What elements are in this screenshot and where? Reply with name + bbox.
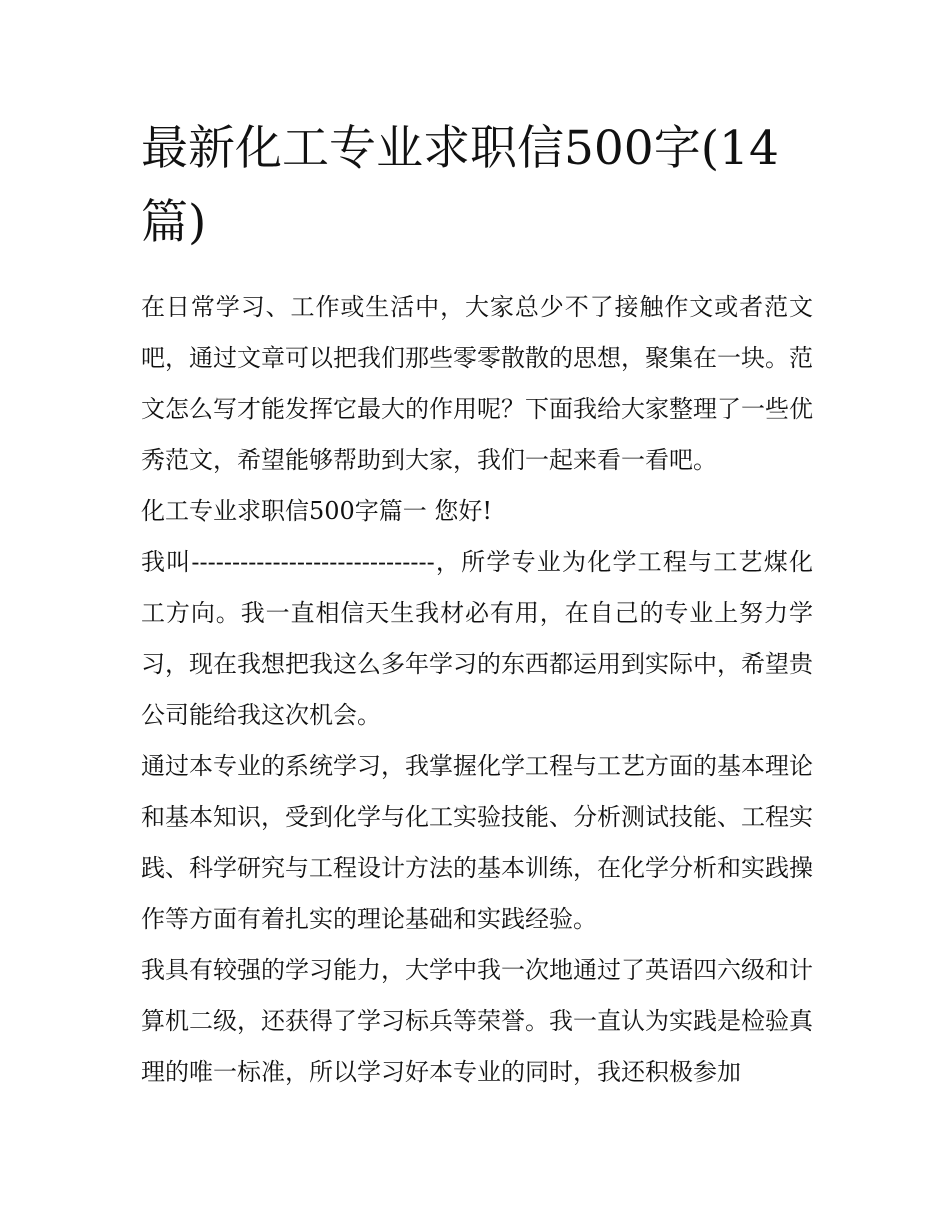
- body-paragraph: 我叫------------------------------，所学专业为化学工程与工艺煤化工方向。我一直相信天生我材必有用，在自己的专业上努力学习，现在我想把我这么多年学习的东西都运用到实际中，希望贵公司能给我这次机会。: [141, 548, 813, 729]
- document-title: 最新化工专业求职信500字(14篇): [141, 121, 779, 250]
- section-heading-paragraph: 化工专业求职信500字篇一 您好!: [141, 497, 493, 525]
- document-body: [141, 282, 813, 1098]
- body-paragraph: 通过本专业的系统学习，我掌握化学工程与工艺方面的基本理论和基本知识，受到化学与化工实验技能、分析测试技能、工程实践、科学研究与工程设计方法的基本训练，在化学分析和实践操作等方面有着扎实的理论基础和实践经验。: [141, 752, 813, 933]
- body-paragraph: 我具有较强的学习能力，大学中我一次地通过了英语四六级和计算机二级，还获得了学习标兵等荣誉。我一直认为实践是检验真理的唯一标准，所以学习好本专业的同时，我还积极参加: [141, 956, 813, 1086]
- intro-paragraph: 在日常学习、工作或生活中，大家总少不了接触作文或者范文吧，通过文章可以把我们那些零零散散的思想，聚集在一块。范文怎么写才能发挥它最大的作用呢？下面我给大家整理了一些优秀范文，希望能够帮助到大家，我们一起来看一看吧。: [141, 293, 813, 474]
- document-page: [141, 112, 813, 1098]
